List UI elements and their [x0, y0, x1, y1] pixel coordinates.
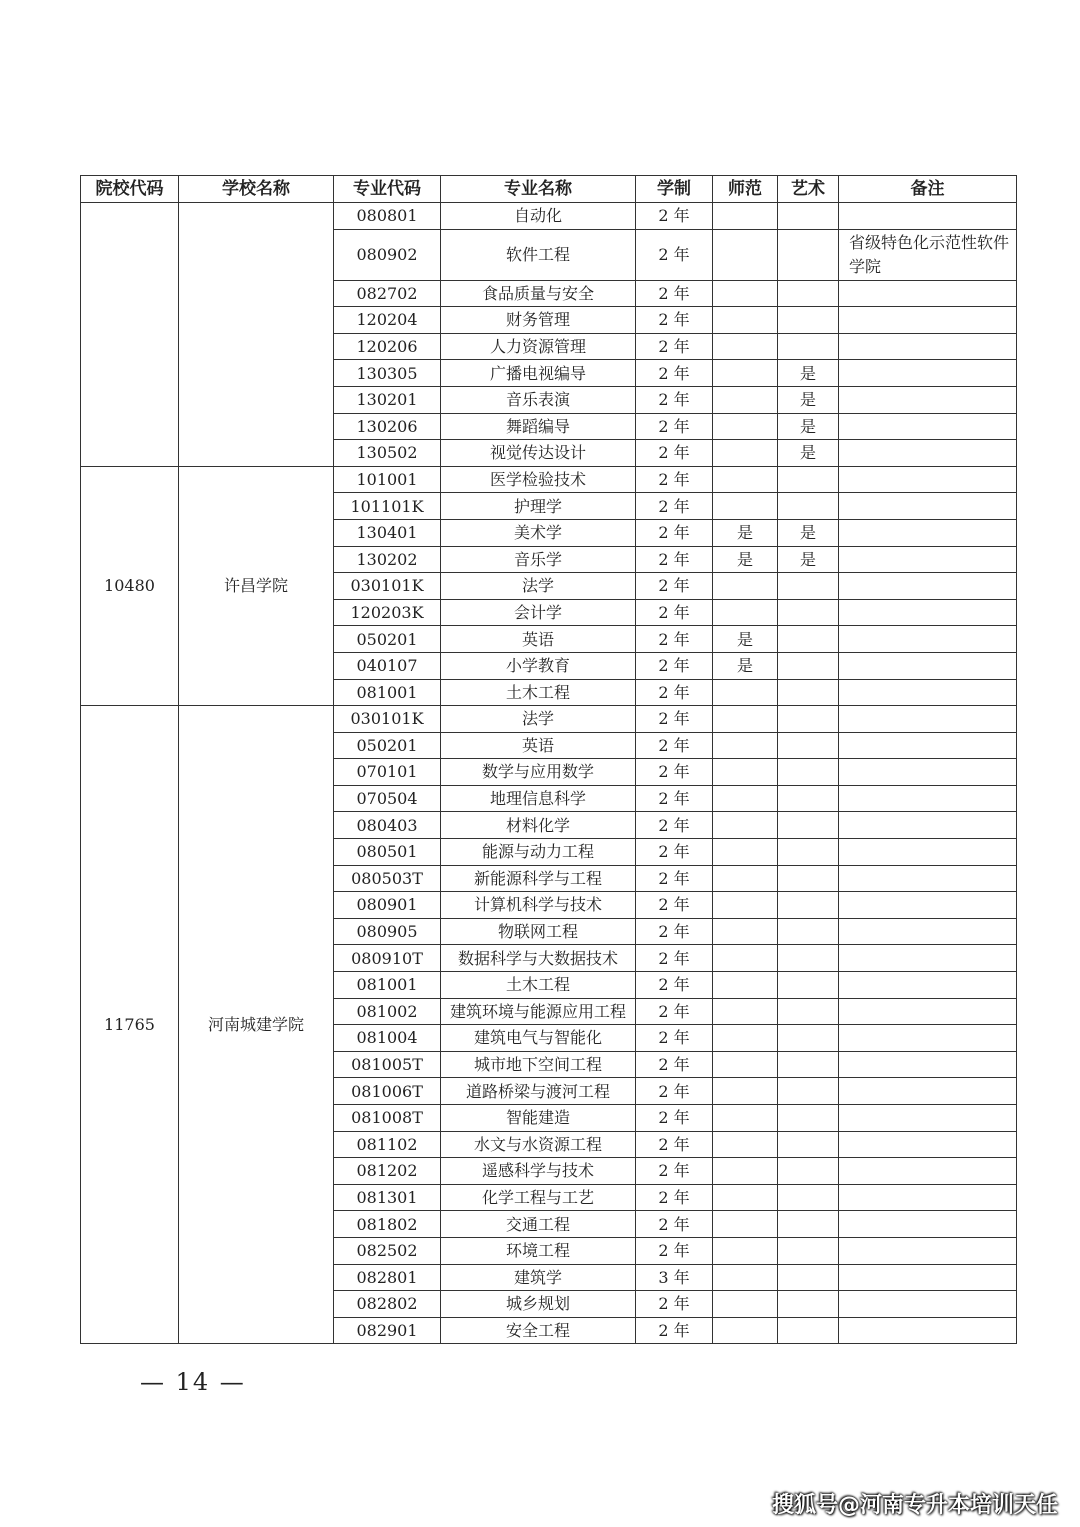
major-name-cell: 法学 [441, 573, 636, 600]
art-cell [778, 493, 839, 520]
duration-cell: 2 年 [636, 229, 713, 280]
majors-table [80, 175, 1017, 1344]
remark-cell [839, 732, 1017, 759]
major-code-cell: 050201 [334, 732, 441, 759]
page-number: — 14 — [140, 1368, 246, 1396]
major-name-cell: 医学检验技术 [441, 466, 636, 493]
table-header-row [81, 176, 1017, 203]
normal-cell [713, 360, 778, 387]
major-code-cell: 070101 [334, 759, 441, 786]
art-cell: 是 [778, 519, 839, 546]
duration-cell: 2 年 [636, 679, 713, 706]
normal-cell [713, 333, 778, 360]
major-name-cell: 环境工程 [441, 1237, 636, 1264]
remark-cell [839, 519, 1017, 546]
art-cell [778, 1211, 839, 1238]
remark-cell [839, 1078, 1017, 1105]
art-cell [778, 626, 839, 653]
major-name-cell: 新能源科学与工程 [441, 865, 636, 892]
normal-cell [713, 998, 778, 1025]
duration-cell: 2 年 [636, 493, 713, 520]
major-name-cell: 交通工程 [441, 1211, 636, 1238]
art-cell [778, 1078, 839, 1105]
remark-cell [839, 440, 1017, 467]
remark-cell [839, 759, 1017, 786]
duration-cell: 2 年 [636, 706, 713, 733]
normal-cell [713, 865, 778, 892]
duration-cell: 2 年 [636, 413, 713, 440]
major-name-cell: 城乡规划 [441, 1291, 636, 1318]
school-code-cell: 10480 [81, 466, 179, 705]
art-cell [778, 972, 839, 999]
normal-cell: 是 [713, 652, 778, 679]
normal-cell [713, 413, 778, 440]
major-name-cell: 视觉传达设计 [441, 440, 636, 467]
duration-cell: 2 年 [636, 945, 713, 972]
duration-cell: 2 年 [636, 280, 713, 307]
art-cell: 是 [778, 386, 839, 413]
remark-cell [839, 203, 1017, 230]
table-row [81, 706, 1017, 733]
duration-cell: 2 年 [636, 333, 713, 360]
duration-cell: 2 年 [636, 573, 713, 600]
remark-cell [839, 493, 1017, 520]
school-code-cell: 11765 [81, 706, 179, 1344]
art-cell [778, 599, 839, 626]
major-name-cell: 人力资源管理 [441, 333, 636, 360]
duration-cell: 2 年 [636, 519, 713, 546]
normal-cell [713, 229, 778, 280]
major-code-cell: 101001 [334, 466, 441, 493]
duration-cell: 2 年 [636, 626, 713, 653]
major-name-cell: 数据科学与大数据技术 [441, 945, 636, 972]
art-cell [778, 1237, 839, 1264]
art-cell [778, 785, 839, 812]
major-name-cell: 法学 [441, 706, 636, 733]
remark-cell [839, 998, 1017, 1025]
normal-cell [713, 307, 778, 334]
duration-cell: 2 年 [636, 839, 713, 866]
duration-cell: 2 年 [636, 386, 713, 413]
duration-cell: 2 年 [636, 1105, 713, 1132]
duration-cell: 2 年 [636, 785, 713, 812]
remark-cell [839, 1237, 1017, 1264]
normal-cell [713, 1078, 778, 1105]
header-normal: 师范 [713, 176, 778, 203]
major-name-cell: 英语 [441, 626, 636, 653]
remark-cell [839, 918, 1017, 945]
remark-cell [839, 706, 1017, 733]
normal-cell [713, 466, 778, 493]
remark-cell [839, 1211, 1017, 1238]
art-cell [778, 573, 839, 600]
remark-cell [839, 839, 1017, 866]
art-cell [778, 1158, 839, 1185]
remark-cell [839, 360, 1017, 387]
art-cell [778, 1264, 839, 1291]
remark-cell [839, 1264, 1017, 1291]
art-cell [778, 918, 839, 945]
duration-cell: 2 年 [636, 1211, 713, 1238]
major-code-cell: 040107 [334, 652, 441, 679]
normal-cell [713, 839, 778, 866]
header-art: 艺术 [778, 176, 839, 203]
duration-cell: 2 年 [636, 972, 713, 999]
art-cell: 是 [778, 413, 839, 440]
table-row [81, 203, 1017, 230]
major-name-cell: 食品质量与安全 [441, 280, 636, 307]
major-code-cell: 080501 [334, 839, 441, 866]
major-name-cell: 广播电视编导 [441, 360, 636, 387]
major-code-cell: 082702 [334, 280, 441, 307]
major-code-cell: 130201 [334, 386, 441, 413]
major-code-cell: 030101K [334, 706, 441, 733]
normal-cell [713, 785, 778, 812]
duration-cell: 2 年 [636, 998, 713, 1025]
normal-cell [713, 1237, 778, 1264]
duration-cell: 2 年 [636, 1237, 713, 1264]
art-cell [778, 1051, 839, 1078]
major-code-cell: 081301 [334, 1184, 441, 1211]
major-code-cell: 080901 [334, 892, 441, 919]
art-cell [778, 1025, 839, 1052]
duration-cell: 2 年 [636, 1184, 713, 1211]
major-name-cell: 水文与水资源工程 [441, 1131, 636, 1158]
major-code-cell: 081005T [334, 1051, 441, 1078]
normal-cell: 是 [713, 626, 778, 653]
remark-cell [839, 1317, 1017, 1344]
major-code-cell: 120204 [334, 307, 441, 334]
remark-cell [839, 1184, 1017, 1211]
major-code-cell: 101101K [334, 493, 441, 520]
art-cell [778, 1131, 839, 1158]
major-code-cell: 130502 [334, 440, 441, 467]
remark-cell: 省级特色化示范性软件学院 [839, 229, 1017, 280]
remark-cell [839, 546, 1017, 573]
duration-cell: 3 年 [636, 1264, 713, 1291]
normal-cell [713, 1051, 778, 1078]
duration-cell: 2 年 [636, 865, 713, 892]
major-name-cell: 能源与动力工程 [441, 839, 636, 866]
remark-cell [839, 892, 1017, 919]
duration-cell: 2 年 [636, 1317, 713, 1344]
duration-cell: 2 年 [636, 1078, 713, 1105]
major-code-cell: 130202 [334, 546, 441, 573]
duration-cell: 2 年 [636, 1025, 713, 1052]
normal-cell [713, 945, 778, 972]
header-major-name: 专业名称 [441, 176, 636, 203]
table-body [81, 203, 1017, 1344]
major-code-cell: 082801 [334, 1264, 441, 1291]
major-code-cell: 080902 [334, 229, 441, 280]
remark-cell [839, 626, 1017, 653]
normal-cell [713, 732, 778, 759]
header-school-name: 学校名称 [179, 176, 334, 203]
duration-cell: 2 年 [636, 1051, 713, 1078]
normal-cell [713, 759, 778, 786]
art-cell: 是 [778, 440, 839, 467]
normal-cell [713, 1264, 778, 1291]
major-code-cell: 130305 [334, 360, 441, 387]
major-name-cell: 软件工程 [441, 229, 636, 280]
normal-cell [713, 918, 778, 945]
remark-cell [839, 1158, 1017, 1185]
major-code-cell: 080910T [334, 945, 441, 972]
major-code-cell: 080905 [334, 918, 441, 945]
remark-cell [839, 1131, 1017, 1158]
major-name-cell: 城市地下空间工程 [441, 1051, 636, 1078]
duration-cell: 2 年 [636, 918, 713, 945]
art-cell [778, 812, 839, 839]
art-cell [778, 652, 839, 679]
normal-cell [713, 599, 778, 626]
major-name-cell: 安全工程 [441, 1317, 636, 1344]
major-code-cell: 130206 [334, 413, 441, 440]
remark-cell [839, 945, 1017, 972]
art-cell [778, 945, 839, 972]
duration-cell: 2 年 [636, 360, 713, 387]
normal-cell [713, 706, 778, 733]
art-cell [778, 998, 839, 1025]
art-cell: 是 [778, 546, 839, 573]
major-name-cell: 建筑学 [441, 1264, 636, 1291]
remark-cell [839, 865, 1017, 892]
major-code-cell: 081004 [334, 1025, 441, 1052]
duration-cell: 2 年 [636, 732, 713, 759]
duration-cell: 2 年 [636, 1131, 713, 1158]
normal-cell [713, 1317, 778, 1344]
art-cell [778, 892, 839, 919]
major-code-cell: 081006T [334, 1078, 441, 1105]
art-cell [778, 466, 839, 493]
header-major-code: 专业代码 [334, 176, 441, 203]
major-code-cell: 120206 [334, 333, 441, 360]
normal-cell [713, 1025, 778, 1052]
normal-cell: 是 [713, 546, 778, 573]
major-name-cell: 建筑电气与智能化 [441, 1025, 636, 1052]
major-code-cell: 080503T [334, 865, 441, 892]
art-cell [778, 307, 839, 334]
major-name-cell: 材料化学 [441, 812, 636, 839]
normal-cell [713, 493, 778, 520]
normal-cell [713, 1291, 778, 1318]
major-name-cell: 音乐表演 [441, 386, 636, 413]
major-name-cell: 音乐学 [441, 546, 636, 573]
major-code-cell: 082802 [334, 1291, 441, 1318]
major-code-cell: 120203K [334, 599, 441, 626]
art-cell [778, 280, 839, 307]
major-code-cell: 081008T [334, 1105, 441, 1132]
major-code-cell: 050201 [334, 626, 441, 653]
art-cell [778, 203, 839, 230]
duration-cell: 2 年 [636, 203, 713, 230]
duration-cell: 2 年 [636, 307, 713, 334]
remark-cell [839, 413, 1017, 440]
normal-cell [713, 440, 778, 467]
major-code-cell: 081102 [334, 1131, 441, 1158]
art-cell [778, 732, 839, 759]
major-code-cell: 070504 [334, 785, 441, 812]
duration-cell: 2 年 [636, 759, 713, 786]
art-cell [778, 1105, 839, 1132]
remark-cell [839, 679, 1017, 706]
remark-cell [839, 972, 1017, 999]
school-name-cell: 河南城建学院 [179, 706, 334, 1344]
table-row [81, 466, 1017, 493]
remark-cell [839, 1025, 1017, 1052]
school-name-cell [179, 203, 334, 467]
art-cell [778, 759, 839, 786]
duration-cell: 2 年 [636, 466, 713, 493]
major-code-cell: 082502 [334, 1237, 441, 1264]
normal-cell [713, 386, 778, 413]
major-name-cell: 智能建造 [441, 1105, 636, 1132]
remark-cell [839, 812, 1017, 839]
major-name-cell: 会计学 [441, 599, 636, 626]
art-cell [778, 865, 839, 892]
art-cell [778, 1291, 839, 1318]
major-code-cell: 030101K [334, 573, 441, 600]
art-cell [778, 706, 839, 733]
major-name-cell: 英语 [441, 732, 636, 759]
remark-cell [839, 1105, 1017, 1132]
duration-cell: 2 年 [636, 1158, 713, 1185]
remark-cell [839, 599, 1017, 626]
major-name-cell: 土木工程 [441, 679, 636, 706]
major-name-cell: 舞蹈编导 [441, 413, 636, 440]
normal-cell [713, 203, 778, 230]
header-remark: 备注 [839, 176, 1017, 203]
normal-cell [713, 573, 778, 600]
duration-cell: 2 年 [636, 546, 713, 573]
art-cell: 是 [778, 360, 839, 387]
major-code-cell: 082901 [334, 1317, 441, 1344]
major-name-cell: 自动化 [441, 203, 636, 230]
major-name-cell: 计算机科学与技术 [441, 892, 636, 919]
remark-cell [839, 785, 1017, 812]
major-code-cell: 081001 [334, 679, 441, 706]
normal-cell [713, 1211, 778, 1238]
major-name-cell: 化学工程与工艺 [441, 1184, 636, 1211]
header-duration: 学制 [636, 176, 713, 203]
normal-cell [713, 812, 778, 839]
watermark: 搜狐号@河南专升本培训天任 [771, 1493, 1058, 1518]
major-name-cell: 建筑环境与能源应用工程 [441, 998, 636, 1025]
major-name-cell: 道路桥梁与渡河工程 [441, 1078, 636, 1105]
major-code-cell: 080801 [334, 203, 441, 230]
art-cell [778, 333, 839, 360]
art-cell [778, 679, 839, 706]
normal-cell [713, 1131, 778, 1158]
major-name-cell: 地理信息科学 [441, 785, 636, 812]
major-code-cell: 081202 [334, 1158, 441, 1185]
major-name-cell: 土木工程 [441, 972, 636, 999]
header-school-code: 院校代码 [81, 176, 179, 203]
duration-cell: 2 年 [636, 652, 713, 679]
normal-cell [713, 280, 778, 307]
art-cell [778, 1317, 839, 1344]
remark-cell [839, 573, 1017, 600]
remark-cell [839, 333, 1017, 360]
major-code-cell: 081002 [334, 998, 441, 1025]
major-code-cell: 130401 [334, 519, 441, 546]
normal-cell [713, 972, 778, 999]
duration-cell: 2 年 [636, 812, 713, 839]
major-code-cell: 080403 [334, 812, 441, 839]
duration-cell: 2 年 [636, 440, 713, 467]
normal-cell [713, 1105, 778, 1132]
art-cell [778, 229, 839, 280]
major-name-cell: 小学教育 [441, 652, 636, 679]
duration-cell: 2 年 [636, 1291, 713, 1318]
remark-cell [839, 307, 1017, 334]
major-code-cell: 081001 [334, 972, 441, 999]
major-name-cell: 护理学 [441, 493, 636, 520]
duration-cell: 2 年 [636, 892, 713, 919]
remark-cell [839, 280, 1017, 307]
remark-cell [839, 1051, 1017, 1078]
remark-cell [839, 1291, 1017, 1318]
school-name-cell: 许昌学院 [179, 466, 334, 705]
art-cell [778, 839, 839, 866]
normal-cell: 是 [713, 519, 778, 546]
duration-cell: 2 年 [636, 599, 713, 626]
normal-cell [713, 1184, 778, 1211]
major-code-cell: 081802 [334, 1211, 441, 1238]
major-name-cell: 美术学 [441, 519, 636, 546]
normal-cell [713, 1158, 778, 1185]
remark-cell [839, 466, 1017, 493]
major-name-cell: 物联网工程 [441, 918, 636, 945]
remark-cell [839, 652, 1017, 679]
art-cell [778, 1184, 839, 1211]
remark-cell [839, 386, 1017, 413]
major-name-cell: 财务管理 [441, 307, 636, 334]
normal-cell [713, 679, 778, 706]
major-name-cell: 遥感科学与技术 [441, 1158, 636, 1185]
major-name-cell: 数学与应用数学 [441, 759, 636, 786]
school-code-cell [81, 203, 179, 467]
normal-cell [713, 892, 778, 919]
